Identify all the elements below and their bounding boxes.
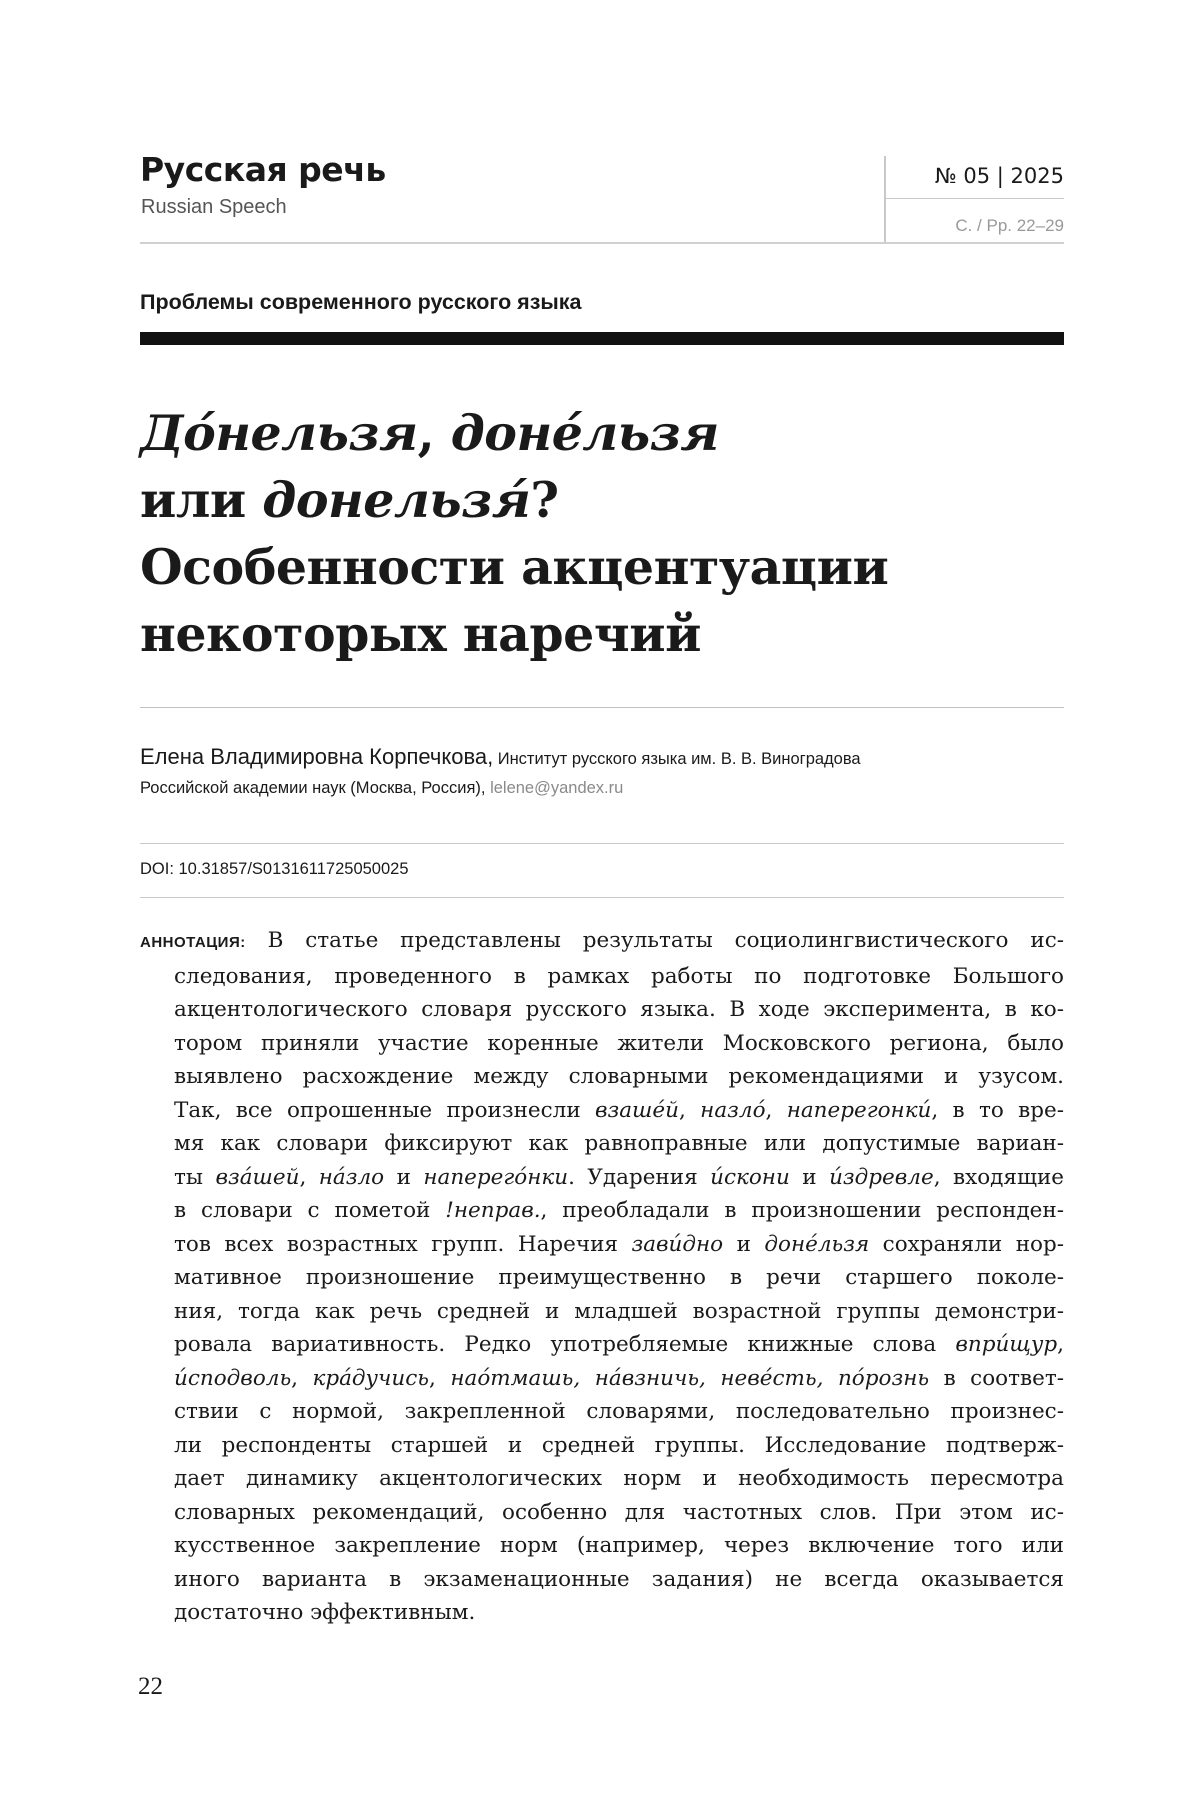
- doi: DOI: 10.31857/S0131611725050025: [140, 860, 409, 878]
- title-line-3: Особенности акцентуации: [140, 538, 889, 596]
- page-number: 22: [138, 1673, 163, 1700]
- abstract-line: и́сподволь, кра́дучись, нао́тмашь, на́взничь, неве́сть, по́рознь в соответ-: [174, 1365, 1064, 1391]
- header-divider: [884, 198, 1064, 199]
- abstract-line: кусственное закрепление норм (например, через включение того или: [174, 1533, 1064, 1558]
- abstract-line: ствии с нормой, закрепленной словарями, последовательно произнес-: [174, 1399, 1064, 1424]
- abstract-line: дает динамику акцентологических норм и необходимость пересмотра: [174, 1466, 1064, 1491]
- abstract-line: ли респонденты старшей и средней группы. Исследование подтверж-: [174, 1432, 1064, 1458]
- author-affiliation-cont: Российской академии наук (Москва, Россия),: [140, 779, 486, 797]
- title-line-1: До́нельзя, доне́льзя: [140, 404, 719, 462]
- abstract-line: тов всех возрастных групп. Наречия зави́дно и доне́льзя сохраняли нор-: [174, 1231, 1064, 1257]
- section-title: Проблемы современного русского языка: [140, 290, 582, 314]
- abstract-line: словарных рекомендаций, особенно для частотных слов. При этом ис-: [174, 1499, 1064, 1525]
- abstract-line: мативное произношение преимущественно в речи старшего поколе-: [174, 1265, 1064, 1290]
- abstract-line: в словари с пометой !неправ., преобладали в произношении респонден-: [174, 1198, 1064, 1223]
- issue-number: № 05 | 2025: [934, 164, 1064, 188]
- author-email-link[interactable]: lelene@yandex.ru: [490, 779, 624, 797]
- page-range: С. / Pp. 22–29: [955, 216, 1064, 235]
- header-rule: [140, 242, 1064, 244]
- abstract-line: мя как словари фиксируют как равноправные или допустимые вариан-: [174, 1131, 1064, 1156]
- divider: [140, 707, 1064, 708]
- abstract-line: достаточно эффективным.: [174, 1600, 476, 1625]
- section-bar: [140, 332, 1064, 345]
- abstract-line: иного варианта в экзаменационные задания) не всегда оказывается: [174, 1566, 1064, 1592]
- journal-subtitle: Russian Speech: [141, 196, 287, 218]
- abstract-line: Так, все опрошенные произнесли взаше́й, назло́, наперегонки́, в то вре-: [174, 1097, 1065, 1123]
- title-line-4: некоторых наречий: [140, 605, 701, 663]
- author-name: Елена Владимировна Корпечкова,: [140, 744, 494, 769]
- journal-title: Русская речь: [140, 150, 386, 189]
- article-title: [140, 400, 1064, 668]
- divider: [140, 897, 1064, 898]
- abstract-line: ния, тогда как речь средней и младшей возрастной группы демонстри-: [174, 1298, 1064, 1324]
- author-line: [140, 744, 861, 770]
- abstract-line: акцентологического словаря русского языка. В ходе эксперимента, в ко-: [174, 997, 1064, 1022]
- author-affiliation-line: [140, 779, 623, 798]
- abstract-line: ты вза́шей, на́зло и наперего́нки. Ударения и́скони и и́здревле, входящие: [174, 1164, 1064, 1190]
- title-line-2: или донельзя́?: [140, 471, 559, 529]
- author-affiliation: Институт русского языка им. В. В. Виноградова: [497, 750, 861, 768]
- abstract-line: ровала вариативность. Редко употребляемые книжные слова впри́щур,: [174, 1332, 1064, 1357]
- divider: [140, 843, 1064, 844]
- abstract-line: АННОТАЦИЯ: В статье представлены результаты социолингвистического ис-: [140, 928, 1064, 953]
- abstract-line: тором приняли участие коренные жители Московского региона, было: [174, 1030, 1064, 1056]
- abstract: [140, 924, 1064, 1630]
- abstract-line: следования, проведенного в рамках работы по подготовке Большого: [174, 963, 1064, 989]
- abstract-line: выявлено расхождение между словарными рекомендациями и узусом.: [174, 1064, 1064, 1089]
- abstract-label: АННОТАЦИЯ:: [140, 934, 246, 951]
